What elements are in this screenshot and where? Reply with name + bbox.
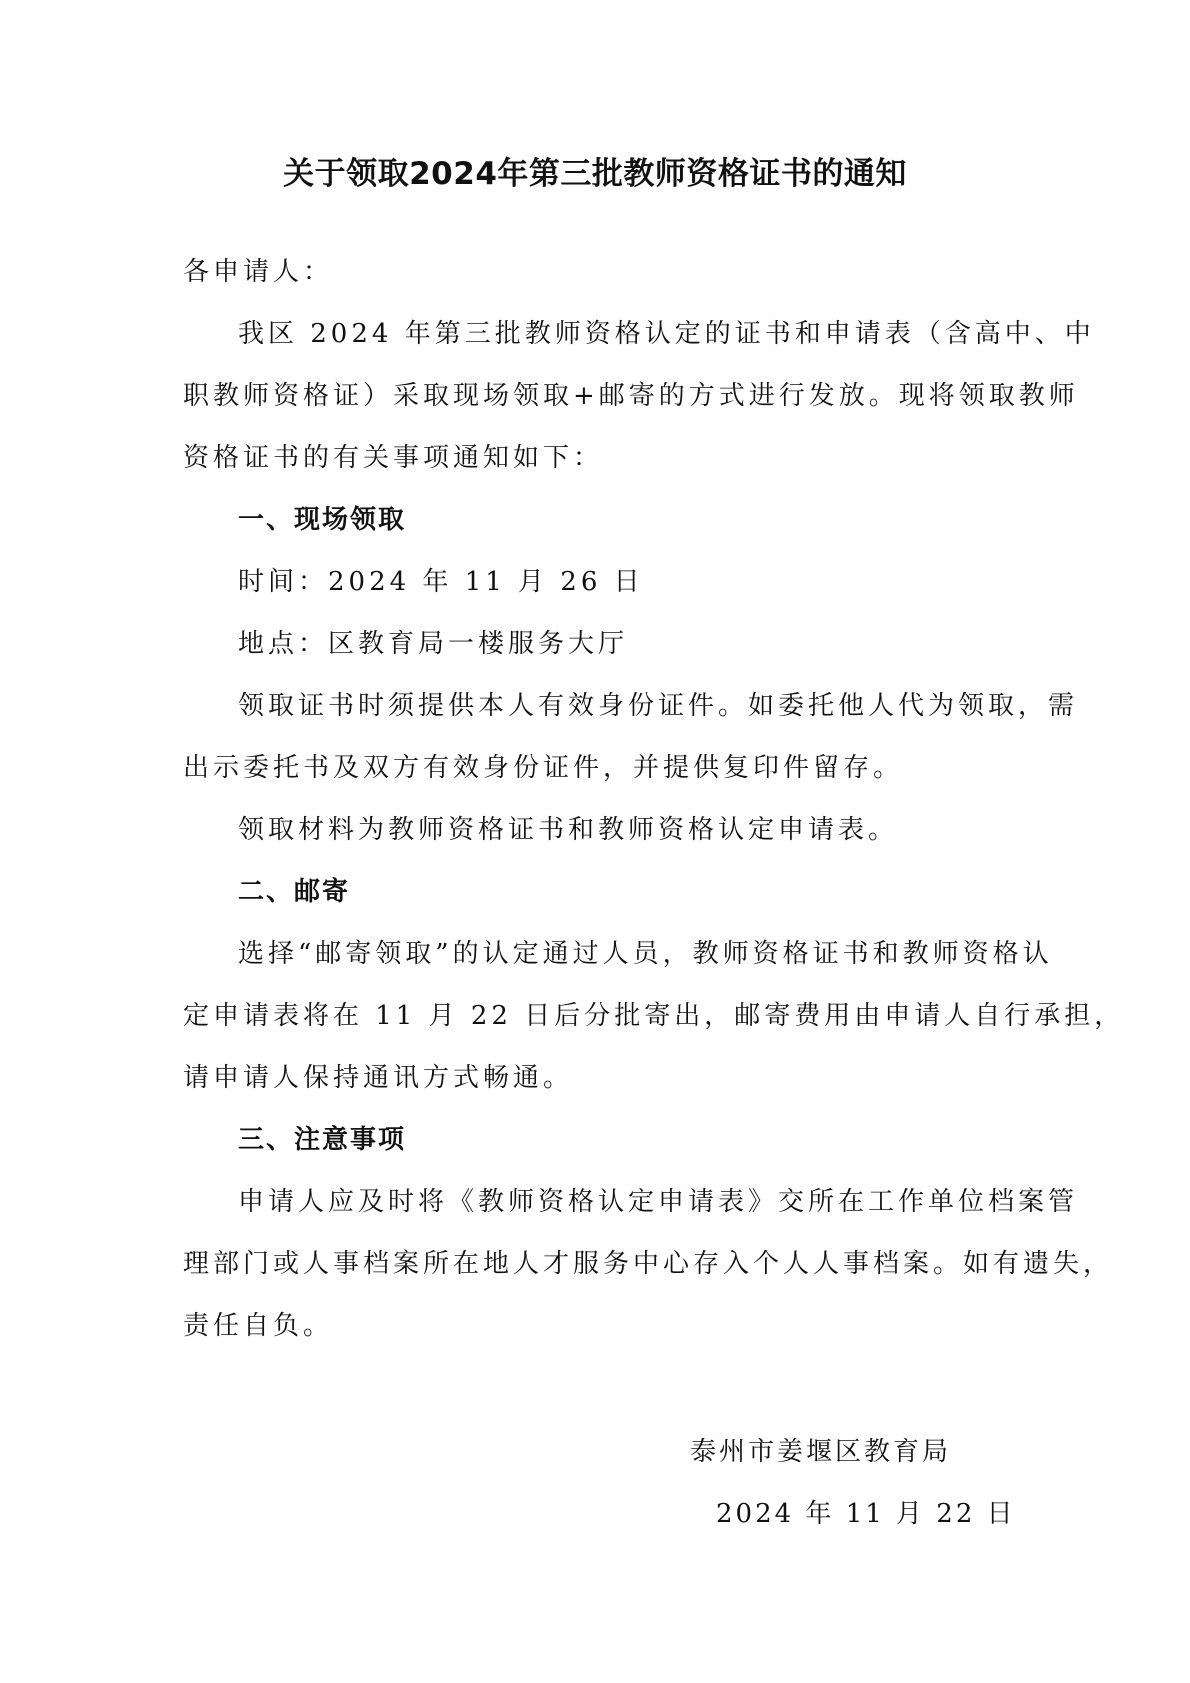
- intro-line-2: 职教师资格证）采取现场领取+邮寄的方式进行发放。现将领取教师: [183, 381, 1079, 411]
- signature-date: 2024 年 11 月 22 日: [716, 1499, 1016, 1529]
- intro-line-3: 资格证书的有关事项通知如下：: [183, 443, 604, 473]
- onsite-requirements-line-2: 出示委托书及双方有效身份证件，并提供复印件留存。: [183, 753, 904, 783]
- salutation: 各申请人：: [183, 257, 334, 287]
- onsite-materials: 领取材料为教师资格证书和教师资格认定申请表。: [238, 815, 899, 845]
- document-title: 关于领取2024年第三批教师资格证书的通知: [283, 156, 907, 192]
- notes-line-2: 理部门或人事档案所在地人才服务中心存入个人人事档案。如有遗失，: [183, 1249, 1114, 1279]
- section-heading-mail: 二、邮寄: [238, 877, 351, 907]
- notes-line-1: 申请人应及时将《教师资格认定申请表》交所在工作单位档案管: [238, 1187, 1079, 1217]
- section-heading-notes: 三、注意事项: [238, 1125, 407, 1155]
- mail-line-2: 定申请表将在 11 月 22 日后分批寄出，邮寄费用由申请人自行承担，: [183, 1001, 1125, 1031]
- section-heading-onsite: 一、现场领取: [238, 505, 407, 535]
- onsite-place: 地点：区教育局一楼服务大厅: [238, 629, 629, 659]
- notes-line-3: 责任自负。: [183, 1311, 334, 1341]
- onsite-time: 时间：2024 年 11 月 26 日: [238, 567, 644, 597]
- onsite-requirements-line-1: 领取证书时须提供本人有效身份证件。如委托他人代为领取，需: [238, 691, 1079, 721]
- signature-organization: 泰州市姜堰区教育局: [690, 1437, 952, 1467]
- mail-line-1: 选择“邮寄领取”的认定通过人员，教师资格证书和教师资格认: [238, 939, 1053, 969]
- intro-line-1: 我区 2024 年第三批教师资格认定的证书和申请表（含高中、中: [238, 319, 1095, 349]
- mail-line-3: 请申请人保持通讯方式畅通。: [183, 1063, 574, 1093]
